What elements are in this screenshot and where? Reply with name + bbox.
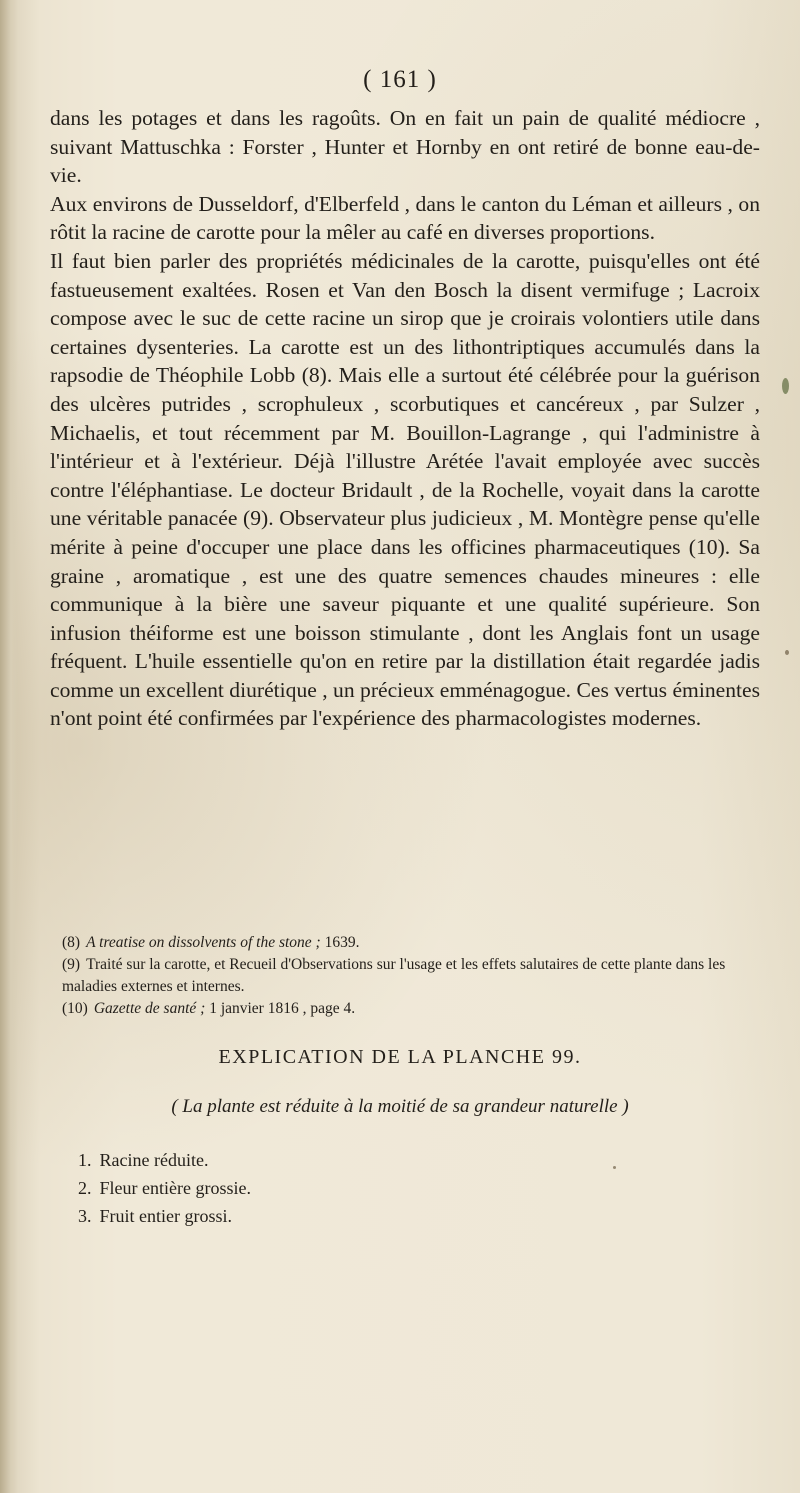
paragraph: Aux environs de Dusseldorf, d'Elberfeld , dans le canton du Léman et ailleurs , on rôtit la racine de carotte pour la mêler au café en diverses proportions.	[50, 191, 760, 245]
footnote-text: 1639.	[320, 934, 360, 951]
legend-number: 2.	[78, 1178, 92, 1198]
plate-subtitle: ( La plante est réduite à la moitié de sa grandeur naturelle )	[171, 1096, 629, 1117]
legend-item	[78, 1146, 578, 1174]
legend-number: 3.	[78, 1206, 92, 1226]
footnote-10	[50, 998, 760, 1020]
footnote-number: (8)	[62, 934, 81, 951]
plate-legend	[78, 1146, 578, 1230]
footnote-title: A treatise on dissolvents of the stone ;	[86, 934, 321, 951]
footnote-number: (9)	[62, 956, 81, 973]
legend-text: Racine réduite.	[99, 1150, 209, 1170]
footnote-9	[50, 954, 760, 998]
paragraph: dans les potages et dans les ragoûts. On en fait un pain de qualité médiocre , suivant Mattuschka : Forster , Hunter et Hornby en ont retiré de bonne eau-de-vie.	[50, 106, 760, 188]
footnotes	[50, 932, 760, 1020]
legend-text: Fleur entière grossie.	[99, 1178, 251, 1198]
legend-item	[78, 1202, 578, 1230]
footnote-8	[50, 932, 760, 954]
footnote-number: (10)	[62, 1000, 88, 1017]
ink-speck	[785, 650, 789, 655]
ink-speck	[782, 378, 789, 394]
page-number: ( 161 )	[363, 66, 437, 93]
ink-speck	[613, 1166, 616, 1169]
page-binding-edge	[0, 0, 18, 1493]
main-text	[50, 104, 760, 733]
legend-text: Fruit entier grossi.	[99, 1206, 232, 1226]
paragraph: Il faut bien parler des propriétés médicinales de la carotte, puisqu'elles ont été fastueusement exaltées. Rosen et Van den Bosch la disent vermifuge ; Lacroix compose avec le suc de cette racine un sirop que je croirais volontiers utile dans certaines dysenteries. La carotte est un des lithontriptiques accumulés dans la rapsodie de Théophile Lobb (8). Mais elle a surtout été célébrée pour la guérison des ulcères putrides , scrophuleux , scorbutiques et cancéreux , par Sulzer , Michaelis, et tout récemment par M. Bouillon-Lagrange , qui l'administre à l'intérieur et à l'extérieur. Déjà l'illustre Arétée l'avait employée avec succès contre l'éléphantiase. Le docteur Bridault , de la Rochelle, voyait dans la carotte une véritable panacée (9). Observateur plus judicieux , M. Montègre pense qu'elle mérite à peine d'occuper une place dans les officines pharmaceutiques (10). Sa graine , aromatique , est une des quatre semences chaudes mineures : elle communique à la bière une saveur piquante et une qualité supérieure. Son infusion théiforme est une boisson stimulante , dont les Anglais font un usage fréquent. L'huile essentielle qu'on en retire par la distillation était regardée jadis comme un excellent diurétique , un précieux emménagogue. Ces vertus éminentes n'ont point été confirmées par l'expérience des pharmacologistes modernes.	[50, 248, 760, 731]
footnote-text: 1 janvier 1816 , page 4.	[205, 1000, 356, 1017]
legend-number: 1.	[78, 1150, 92, 1170]
legend-item	[78, 1174, 578, 1202]
footnote-text: Traité sur la carotte, et Recueil d'Observations sur l'usage et les effets salutaires de cette plante dans les maladies externes et internes.	[62, 956, 726, 995]
footnote-title: Gazette de santé ;	[93, 1000, 206, 1017]
plate-heading: EXPLICATION DE LA PLANCHE 99.	[218, 1046, 582, 1068]
